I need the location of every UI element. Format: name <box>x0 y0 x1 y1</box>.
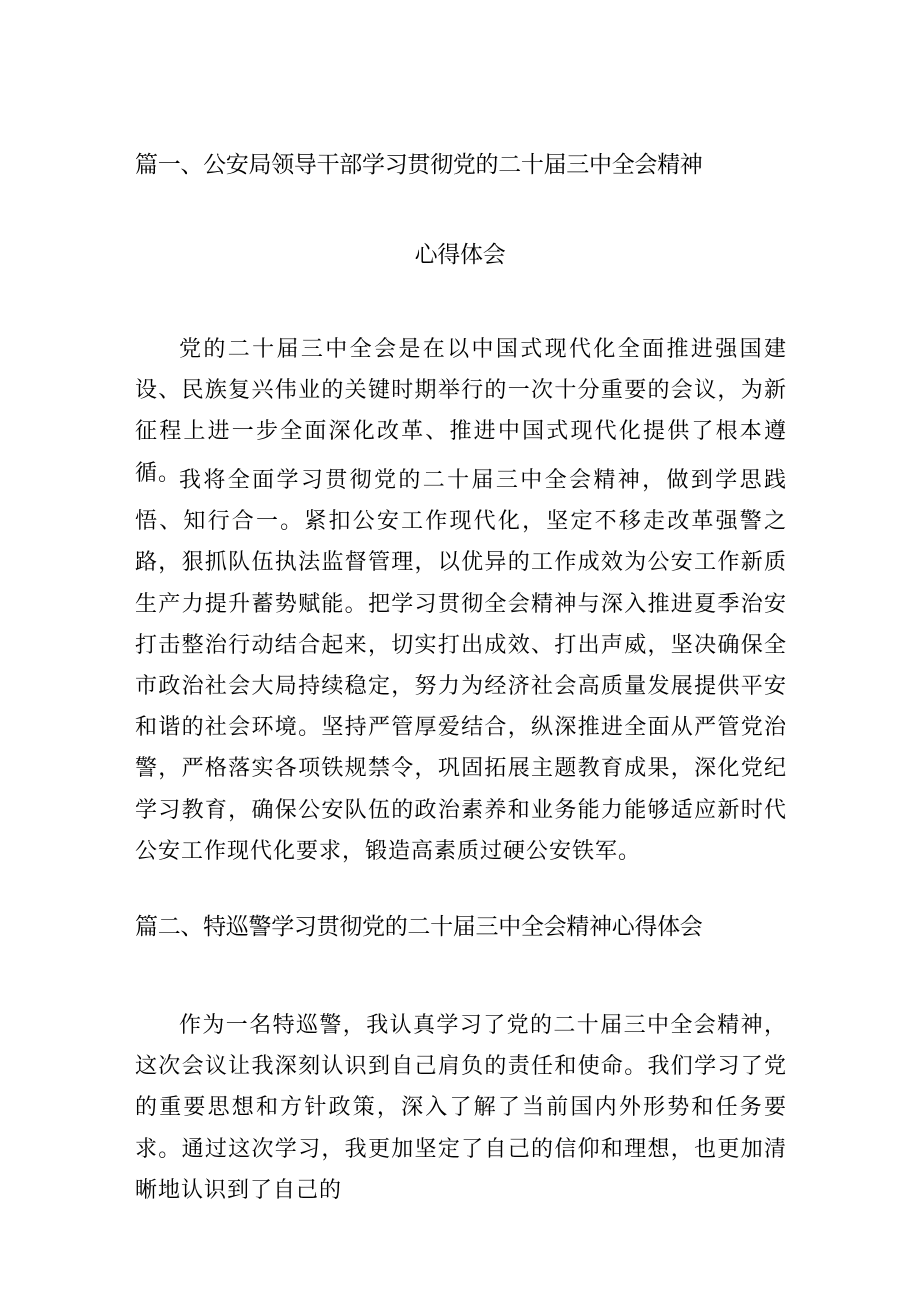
section2-title: 篇二、特巡警学习贯彻党的二十届三中全会精神心得体会 <box>135 914 703 940</box>
section1-title-line2: 心得体会 <box>414 242 506 268</box>
section1-title-line1: 篇一、公安局领导干部学习贯彻党的二十届三中全会精神 <box>135 152 703 178</box>
section1-paragraph-2: 我将全面学习贯彻党的二十届三中全会精神，做到学思践悟、知行合一。紧扣公安工作现代化，坚定不移走改革强警之路，狠抓队伍执法监督管理，以优异的工作成效为公安工作新质生产力提升蓄势赋能。把学习贯彻全会精神与深入推进夏季治安打击整治行动结合起来，切实打出成效、打出声威，坚决确保全市政治社会大局持续稳定，努力为经济社会高质量发展提供平安和谐的社会环境。坚持严管厚爱结合，纵深推进全面从严管党治警，严格落实各项铁规禁令，巩固拓展主题教育成果，深化党纪学习教育，确保公安队伍的政治素养和业务能力能够适应新时代公安工作现代化要求，锻造高素质过硬公安铁军。 <box>135 468 787 864</box>
section2-paragraph-1: 作为一名特巡警，我认真学习了党的二十届三中全会精神，这次会议让我深刻认识到自己肩负的责任和使命。我们学习了党的重要思想和方针政策，深入了解了当前国内外形势和任务要求。通过这次学习，我更加坚定了自己的信仰和理想，也更加清晰地认识到了自己的 <box>135 1013 787 1203</box>
section1-paragraph-1: 党的二十届三中全会是在以中国式现代化全面推进强国建设、民族复兴伟业的关键时期举行的一次十分重要的会议，为新征程上进一步全面深化改革、推进中国式现代化提供了根本遵循。 <box>135 337 787 486</box>
